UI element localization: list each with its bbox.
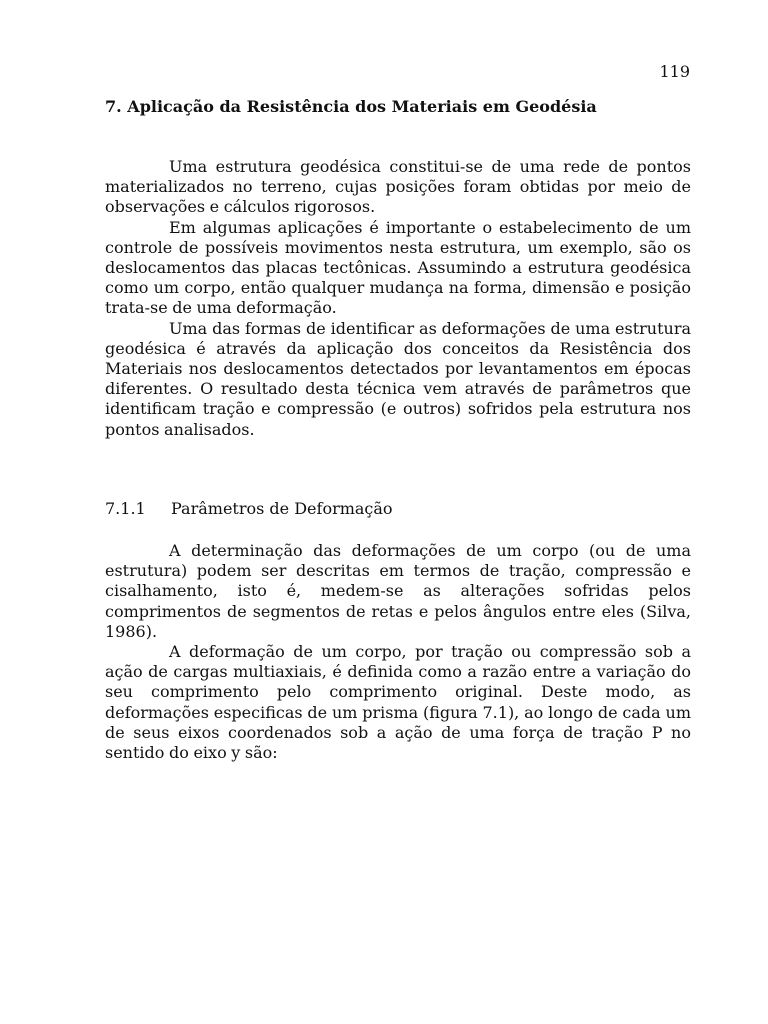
section-title: Parâmetros de Deformação xyxy=(171,499,393,518)
paragraph: Em algumas aplicações é importante o estabelecimento de um controle de possíveis movimentos nesta estrutura, um exemplo, são os deslocamentos das placas tectônicas. Assumindo a estrutura geodésica como um corpo, então qualquer mudança na forma, dimensão e posição trata-se de uma deformação. xyxy=(105,217,691,318)
section-number: 7.1.1 xyxy=(105,499,146,518)
paragraph: Uma estrutura geodésica constitui-se de uma rede de pontos materializados no terreno, cujas posições foram obtidas por meio de observações e cálculos rigorosos. xyxy=(105,157,691,217)
intro-text-block xyxy=(105,157,691,440)
section-heading xyxy=(105,499,695,519)
paragraph: A deformação de um corpo, por tração ou compressão sob a ação de cargas multiaxiais, é definida como a razão entre a variação do seu comprimento pelo comprimento original. Deste modo, as deformações especificas de um prisma (figura 7.1), ao longo de cada um de seus eixos coordenados sob a ação de uma força de tração P no sentido do eixo y são: xyxy=(105,642,691,763)
page-number: 119 xyxy=(659,62,690,81)
paragraph: Uma das formas de identificar as deformações de uma estrutura geodésica é através da aplicação dos conceitos da Resistência dos Materiais nos deslocamentos detectados por levantamentos em épocas diferentes. O resultado desta técnica vem através de parâmetros que identificam tração e compressão (e outros) sofridos pela estrutura nos pontos analisados. xyxy=(105,318,691,439)
paragraph: A determinação das deformações de um corpo (ou de uma estrutura) podem ser descritas em termos de tração, compressão e cisalhamento, isto é, medem-se as alterações sofridas pelos comprimentos de segmentos de retas e pelos ângulos entre eles (Silva, 1986). xyxy=(105,541,691,641)
section-text-block xyxy=(105,541,691,763)
chapter-title: 7. Aplicação da Resistência dos Materiais em Geodésia xyxy=(105,97,597,116)
